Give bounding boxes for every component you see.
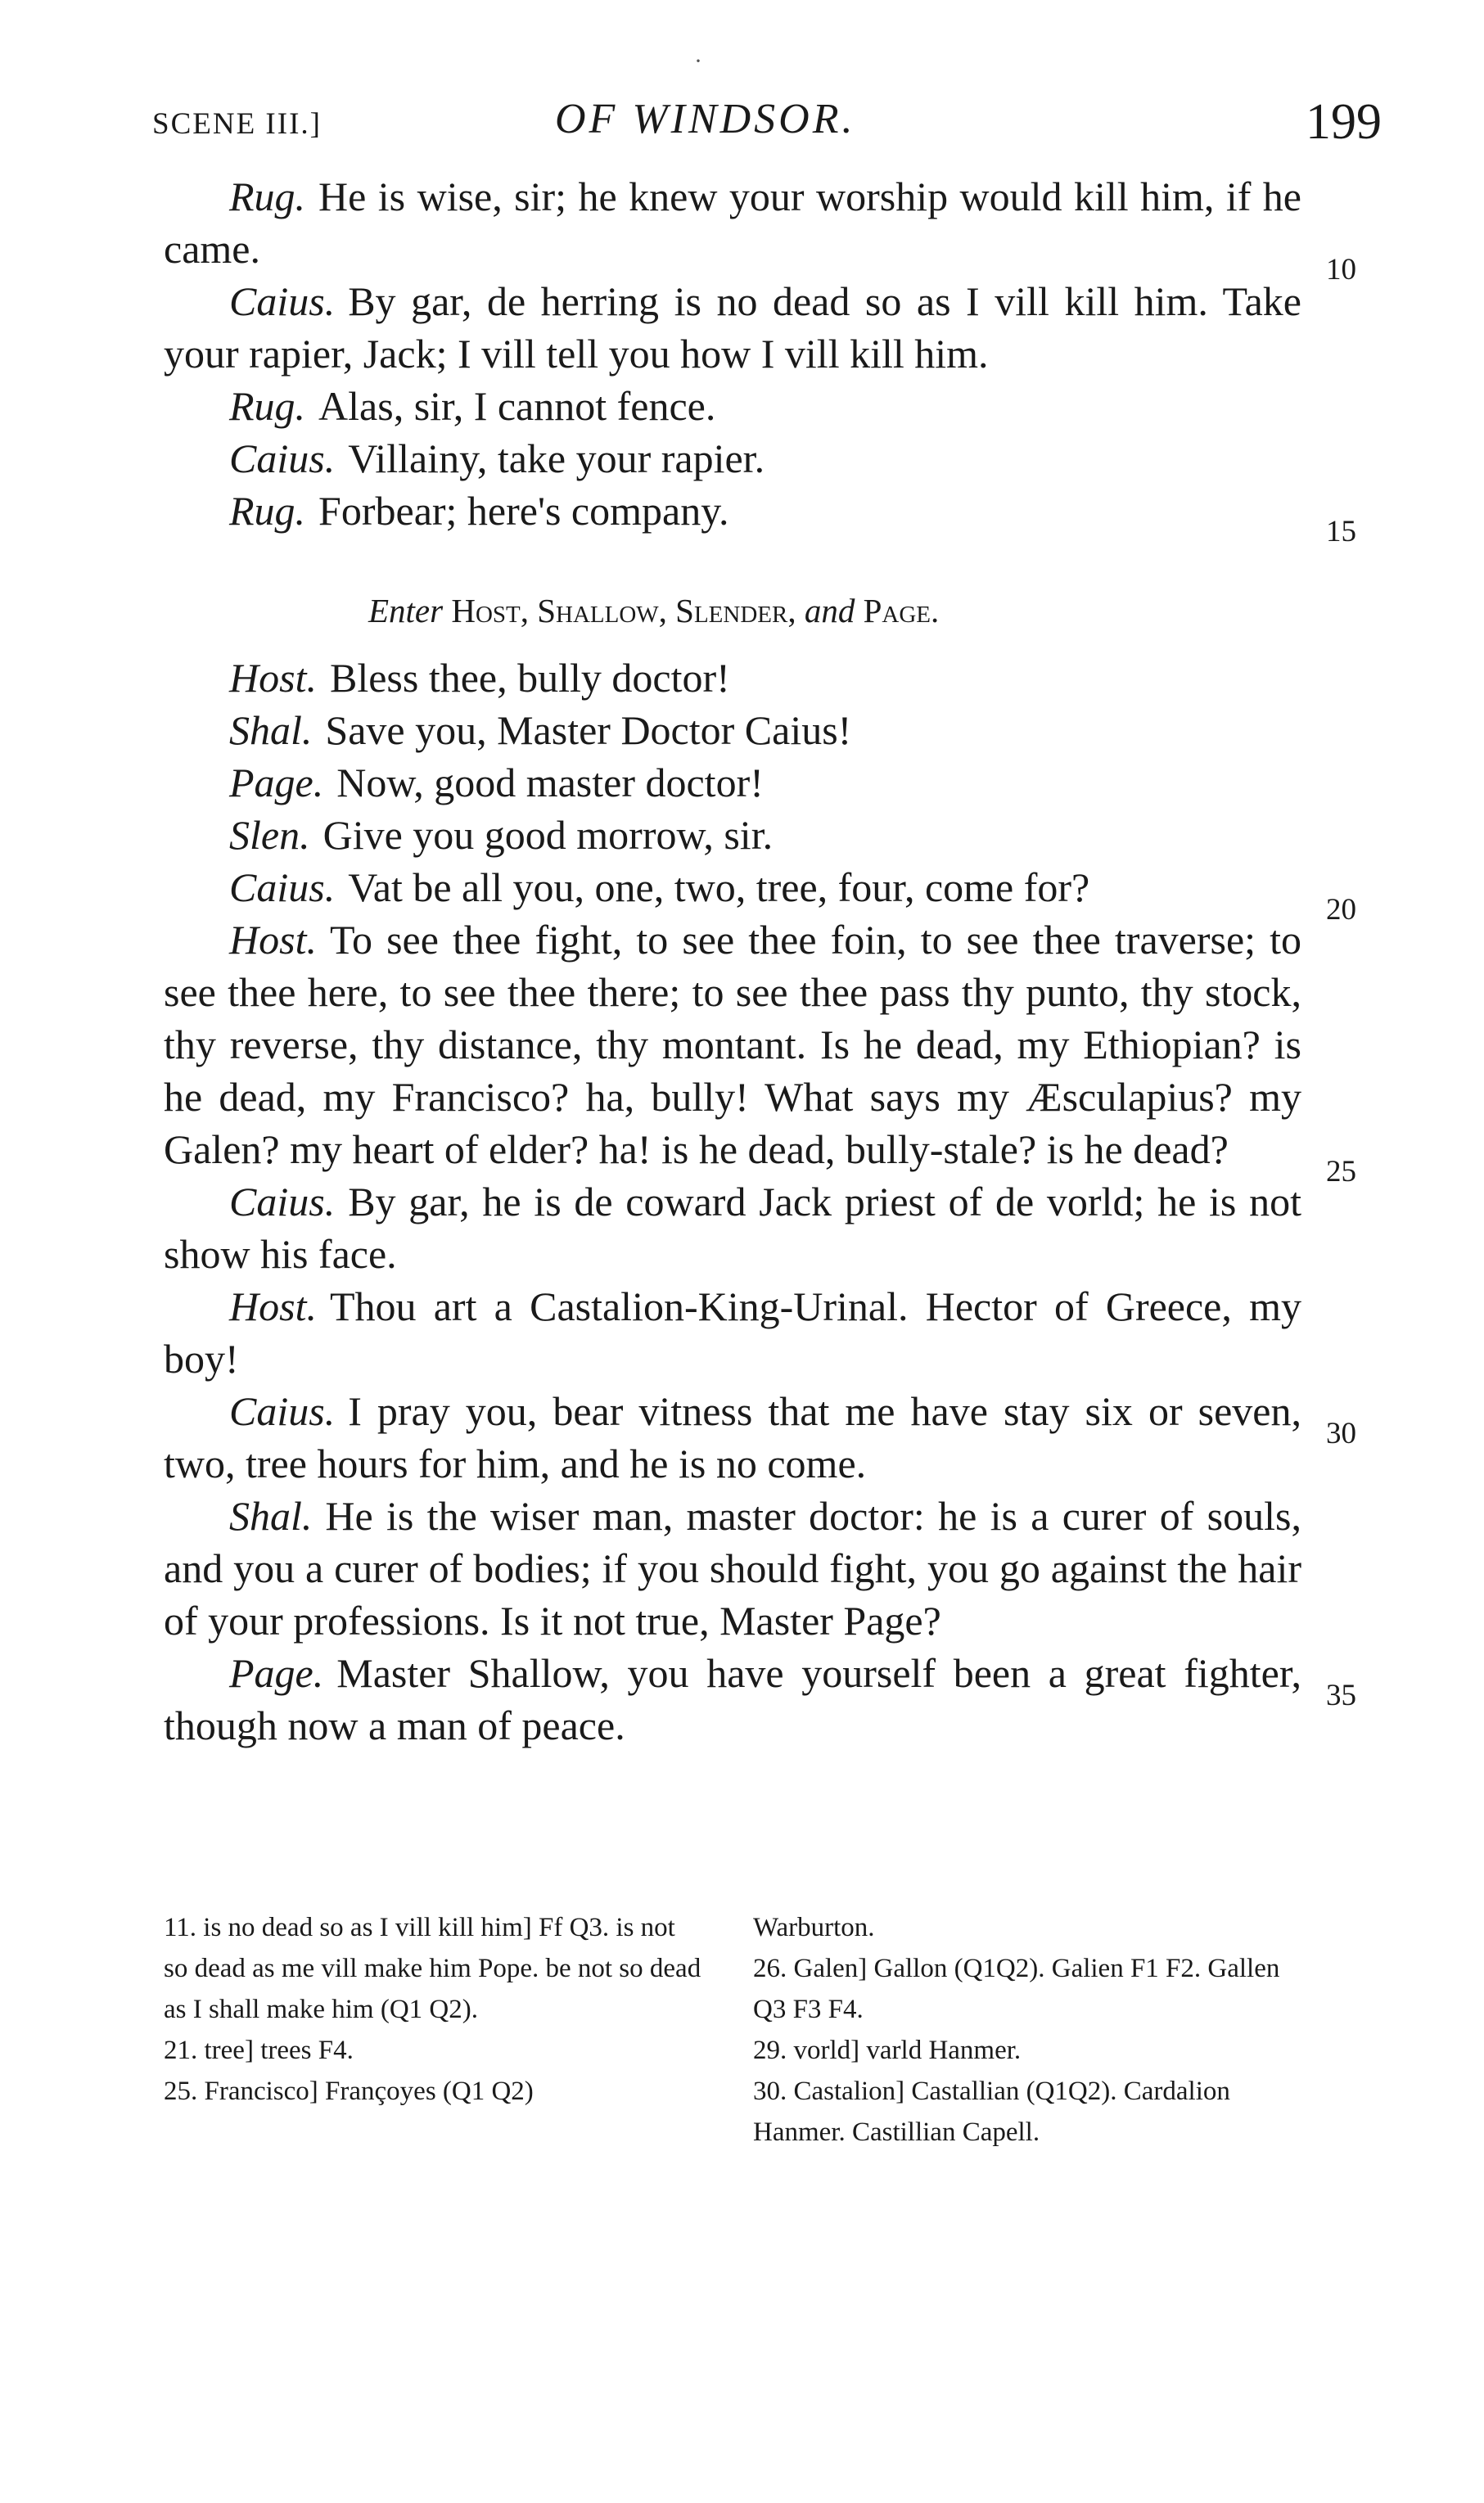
stage-names: Host, Shallow, Slender, bbox=[451, 592, 796, 629]
stage-enter: Enter bbox=[368, 592, 444, 629]
speaker: Slen. bbox=[229, 812, 310, 858]
play-text bbox=[164, 170, 1301, 1752]
footnote: 11. is no dead so as I vill kill him] Ff Q3. is not so dead as me vill make him Pope. be not so dead as I shall make him (Q1 Q2). bbox=[164, 1913, 701, 2024]
speaker: Caius. bbox=[229, 1179, 336, 1224]
speech bbox=[164, 485, 1301, 537]
speech-text: By gar, de herring is no dead so as I vill kill him. Take your rapier, Jack; I vill tell you how I vill kill him. bbox=[164, 278, 1301, 377]
footnotes-right-column bbox=[753, 1907, 1310, 2153]
speech-text: He is the wiser man, master doctor: he is a curer of souls, and you a curer of bodies; if you should fight, you go against the hair of your professions. Is it not true, Master Page? bbox=[164, 1493, 1301, 1644]
speech bbox=[164, 1385, 1301, 1490]
speaker: Caius. bbox=[229, 864, 336, 910]
speech-text: Villainy, take your rapier. bbox=[348, 435, 765, 481]
speaker: Page. bbox=[229, 760, 324, 805]
footnote: Warburton. bbox=[753, 1913, 875, 1942]
speech bbox=[164, 170, 1301, 275]
speech bbox=[164, 861, 1301, 913]
speech-text: Give you good morrow, sir. bbox=[323, 812, 774, 858]
footnote: 26. Galen] Gallon (Q1Q2). Galien F1 F2. Gallen Q3 F3 F4. bbox=[753, 1954, 1280, 2024]
line-number: 25 bbox=[1326, 1155, 1356, 1188]
speech bbox=[164, 1647, 1301, 1752]
speaker: Shal. bbox=[229, 707, 313, 753]
speech-text: I pray you, bear vitness that me have stay six or seven, two, tree hours for him, and he is no come. bbox=[164, 1388, 1301, 1486]
scene-label: SCENE III.] bbox=[152, 107, 322, 141]
stage-and: and bbox=[804, 592, 855, 629]
line-number: 30 bbox=[1326, 1417, 1356, 1450]
running-header bbox=[152, 92, 1388, 157]
speech-text: Alas, sir, I cannot fence. bbox=[318, 383, 716, 429]
speech-text: Vat be all you, one, two, tree, four, come for? bbox=[348, 864, 1090, 910]
footnote: 29. vorld] varld Hanmer. bbox=[753, 2036, 1022, 2065]
speech-text: He is wise, sir; he knew your worship would kill him, if he came. bbox=[164, 174, 1301, 272]
speaker: Caius. bbox=[229, 435, 336, 481]
footnote: 30. Castalion] Castallian (Q1Q2). Cardalion Hanmer. Castillian Capell. bbox=[753, 2077, 1230, 2147]
speech bbox=[164, 913, 1301, 1175]
page-number: 199 bbox=[1306, 94, 1382, 150]
speaker: Host. bbox=[229, 917, 317, 963]
speaker: Caius. bbox=[229, 278, 336, 324]
stage-last-name: Page. bbox=[863, 592, 940, 629]
speech bbox=[164, 809, 1301, 861]
speaker: Rug. bbox=[229, 383, 306, 429]
footnote: 21. tree] trees F4. bbox=[164, 2036, 354, 2065]
speech-text: Now, good master doctor! bbox=[336, 760, 764, 805]
speaker: Rug. bbox=[229, 488, 306, 534]
speech-text: Forbear; here's company. bbox=[318, 488, 729, 534]
speech bbox=[164, 756, 1301, 809]
running-title: OF WINDSOR. bbox=[555, 96, 856, 142]
speech bbox=[164, 380, 1301, 432]
speech-text: By gar, he is de coward Jack priest of de vorld; he is not show his face. bbox=[164, 1179, 1301, 1277]
stage-direction bbox=[368, 584, 1301, 637]
speech-text: Thou art a Castalion-King-Urinal. Hector of Greece, my boy! bbox=[164, 1283, 1301, 1382]
speaker: Host. bbox=[229, 1283, 317, 1329]
speech bbox=[164, 1175, 1301, 1280]
line-number: 15 bbox=[1326, 515, 1356, 548]
line-number: 10 bbox=[1326, 253, 1356, 286]
speaker: Caius. bbox=[229, 1388, 336, 1434]
speech bbox=[164, 432, 1301, 485]
speech bbox=[164, 704, 1301, 756]
speech-text: Save you, Master Doctor Caius! bbox=[325, 707, 852, 753]
speech-text: To see thee fight, to see thee foin, to see thee traverse; to see thee here, to see thee there; to see thee pass thy punto, thy stock, thy reverse, thy distance, thy montant. Is he dead, my Ethiopian? is he dead, my Francisco? ha, bully! What says my Æsculapius? my Galen? my heart of elder? ha! is he dead, bully-stale? is he dead? bbox=[164, 917, 1301, 1172]
speech-text: Bless thee, bully doctor! bbox=[329, 655, 730, 701]
footnotes-left-column bbox=[164, 1907, 704, 2112]
decorative-dot: · bbox=[694, 47, 702, 74]
line-number: 35 bbox=[1326, 1679, 1356, 1712]
speaker: Shal. bbox=[229, 1493, 313, 1539]
speaker: Page. bbox=[229, 1650, 324, 1696]
speaker: Host. bbox=[229, 655, 317, 701]
speech bbox=[164, 1280, 1301, 1385]
speech-text: Master Shallow, you have yourself been a great fighter, though now a man of peace. bbox=[164, 1650, 1301, 1748]
footnote: 25. Francisco] Françoyes (Q1 Q2) bbox=[164, 2077, 534, 2106]
speech bbox=[164, 275, 1301, 380]
speech bbox=[164, 652, 1301, 704]
footnotes bbox=[164, 1907, 1310, 2218]
speaker: Rug. bbox=[229, 174, 306, 219]
line-number: 20 bbox=[1326, 893, 1356, 927]
speech bbox=[164, 1490, 1301, 1647]
